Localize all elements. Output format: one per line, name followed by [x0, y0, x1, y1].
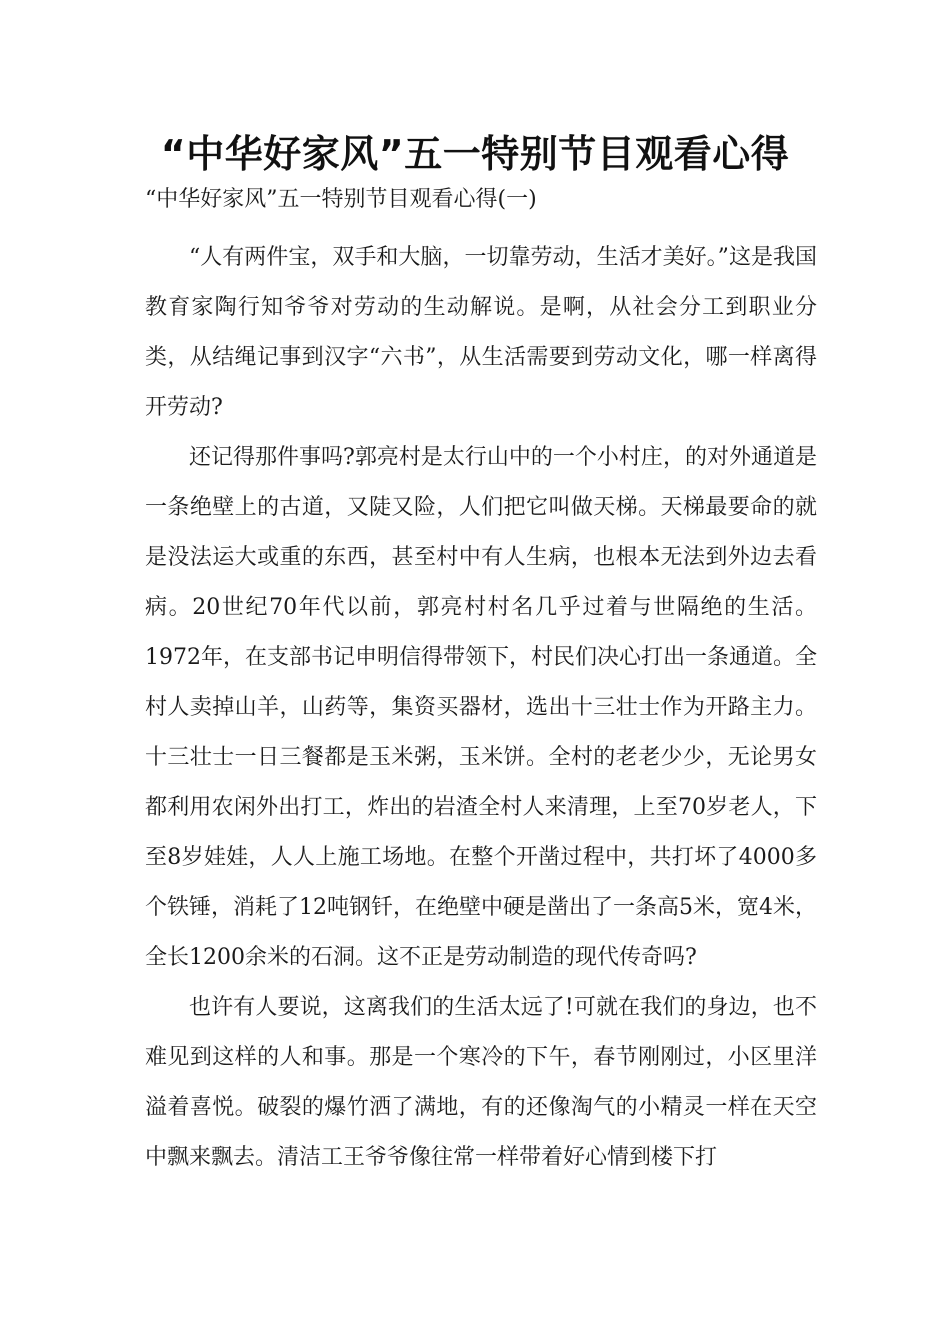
- document-subtitle: “中华好家风”五一特别节目观看心得(一): [145, 187, 537, 212]
- paragraph-3: 也许有人要说，这离我们的生活太远了!可就在我们的身边，也不难见到这样的人和事。那是一个寒冷的下午，春节刚刚过，小区里洋溢着喜悦。破裂的爆竹洒了满地，有的还像淘气的小精灵一样在天空中飘来飘去。清洁工王爷爷像往常一样带着好心情到楼下打: [145, 995, 817, 1170]
- document-body: [145, 233, 817, 1183]
- paragraph-2: 还记得那件事吗?郭亮村是太行山中的一个小村庄，的对外通道是一条绝壁上的古道，又陡又险，人们把它叫做天梯。天梯最要命的就是没法运大或重的东西，甚至村中有人生病，也根本无法到外边去看病。20世纪70年代以前，郭亮村村名几乎过着与世隔绝的生活。1972年，在支部书记申明信得带领下，村民们决心打出一条通道。全村人卖掉山羊，山药等，集资买器材，选出十三壮士作为开路主力。十三壮士一日三餐都是玉米粥，玉米饼。全村的老老少少，无论男女都利用农闲外出打工，炸出的岩渣全村人来清理，上至70岁老人，下至8岁娃娃，人人上施工场地。在整个开凿过程中，共打坏了4000多个铁锤，消耗了12吨钢钎，在绝壁中硬是凿出了一条高5米，宽4米，全长1200余米的石洞。这不正是劳动制造的现代传奇吗?: [145, 445, 817, 970]
- document-title: “中华好家风”五一特别节目观看心得: [160, 132, 790, 176]
- paragraph-1: “人有两件宝，双手和大脑，一切靠劳动，生活才美好。”这是我国教育家陶行知爷爷对劳动的生动解说。是啊，从社会分工到职业分类，从结绳记事到汉字“六书”，从生活需要到劳动文化，哪一样离得开劳动?: [145, 245, 817, 420]
